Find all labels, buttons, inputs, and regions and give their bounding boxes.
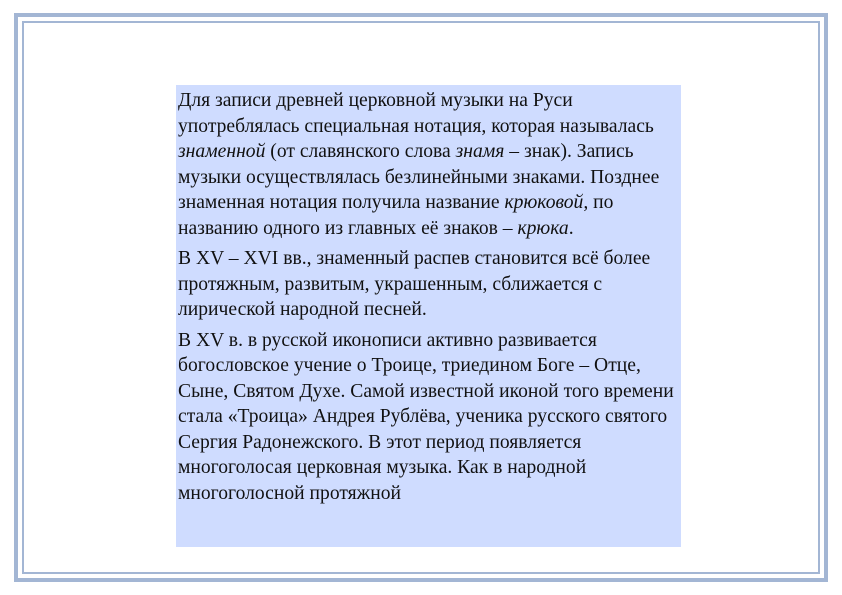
term-znamennaya: знаменной <box>178 141 266 162</box>
paragraph-segment: по названию одного из главных её знаков – <box>178 192 614 239</box>
paragraph-segment: . <box>568 217 574 239</box>
term-znamya: знамя <box>455 141 505 162</box>
paragraph-segment: (от славянского слова <box>265 141 456 162</box>
term-kryukovaya: крюковой, <box>504 192 589 213</box>
text-box <box>176 85 681 547</box>
paragraph-segment: В XV – XVI вв., знаменный распев становится всё более протяжным, развитым, украшенным, сближается с лирической народной песней. <box>178 248 651 320</box>
paragraph-segment: Для записи древней церковной музыки на Руси употреблялась специальная нотация, которая называлась <box>178 90 654 137</box>
paragraph-chant <box>178 246 679 323</box>
paragraph-icon-painting <box>178 328 679 507</box>
term-kryuk: крюка <box>517 217 569 239</box>
paragraph-segment: В XV в. в русской иконописи активно развивается богословское учение о Троице, триедином Боге – Отце, Сыне, Святом Духе. Самой известной иконой того времени стала «Троица» Андрея Рублёва, ученика русского святого Сергия Радонежского. В этот период появляется многоголосая церковная музыка. Как в народной многоголосной протяжной <box>178 329 674 504</box>
paragraph-segment: – знак). Запись музыки осуществлялась безлинейными знаками. Позднее знаменная нотация получила название <box>178 141 660 213</box>
paragraph-notation <box>178 88 679 241</box>
